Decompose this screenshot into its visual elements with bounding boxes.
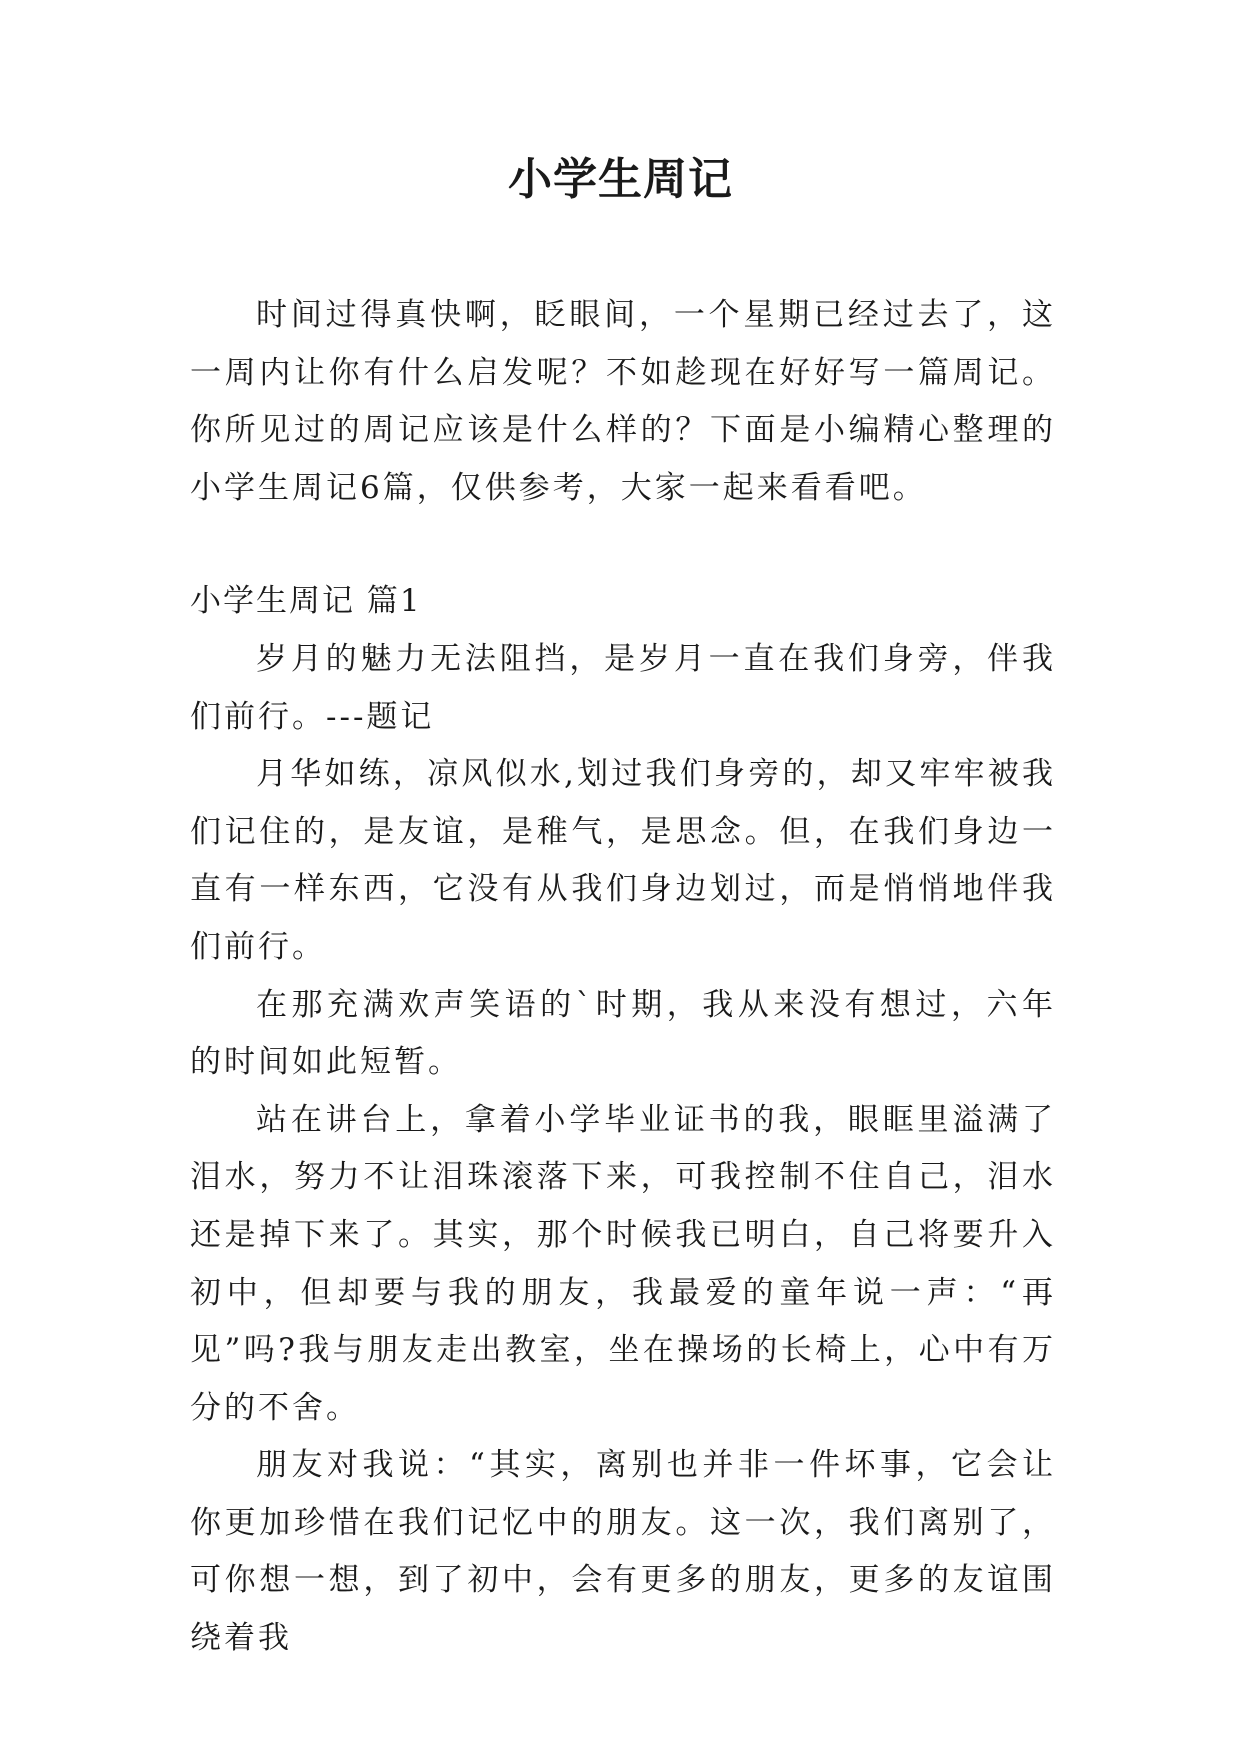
document-body xyxy=(190,287,1056,1668)
body-paragraph: 岁月的魅力无法阻挡，是岁月一直在我们身旁，伴我们前行。---题记 xyxy=(190,640,1056,735)
intro-paragraph: 时间过得真快啊，眨眼间，一个星期已经过去了，这一周内让你有什么启发呢？不如趁现在好好写一篇周记。你所见过的周记应该是什么样的？下面是小编精心整理的小学生周记6篇，仅供参考，大家一起来看看吧。 xyxy=(190,297,1056,506)
body-paragraph: 站在讲台上，拿着小学毕业证书的我，眼眶里溢满了泪水，努力不让泪珠滚落下来，可我控制不住自己，泪水还是掉下来了。其实，那个时候我已明白，自己将要升入初中，但却要与我的朋友，我最爱的童年说一声：“再见”吗?我与朋友走出教室，坐在操场的长椅上，心中有万分的不舍。 xyxy=(190,1101,1056,1426)
document-title: 小学生周记 xyxy=(508,154,733,205)
body-paragraph: 月华如练，凉风似水,划过我们身旁的，却又牢牢被我们记住的，是友谊，是稚气，是思念。但，在我们身边一直有一样东西，它没有从我们身边划过，而是悄悄地伴我们前行。 xyxy=(190,756,1056,965)
body-paragraph: 朋友对我说：“其实，离别也并非一件坏事，它会让你更加珍惜在我们记忆中的朋友。这一次，我们离别了，可你想一想，到了初中，会有更多的朋友，更多的友谊围绕着我 xyxy=(190,1447,1056,1657)
body-paragraph: 在那充满欢声笑语的`时期，我从来没有想过，六年的时间如此短暂。 xyxy=(190,986,1056,1081)
section-heading: 小学生周记 篇1 xyxy=(190,583,422,620)
